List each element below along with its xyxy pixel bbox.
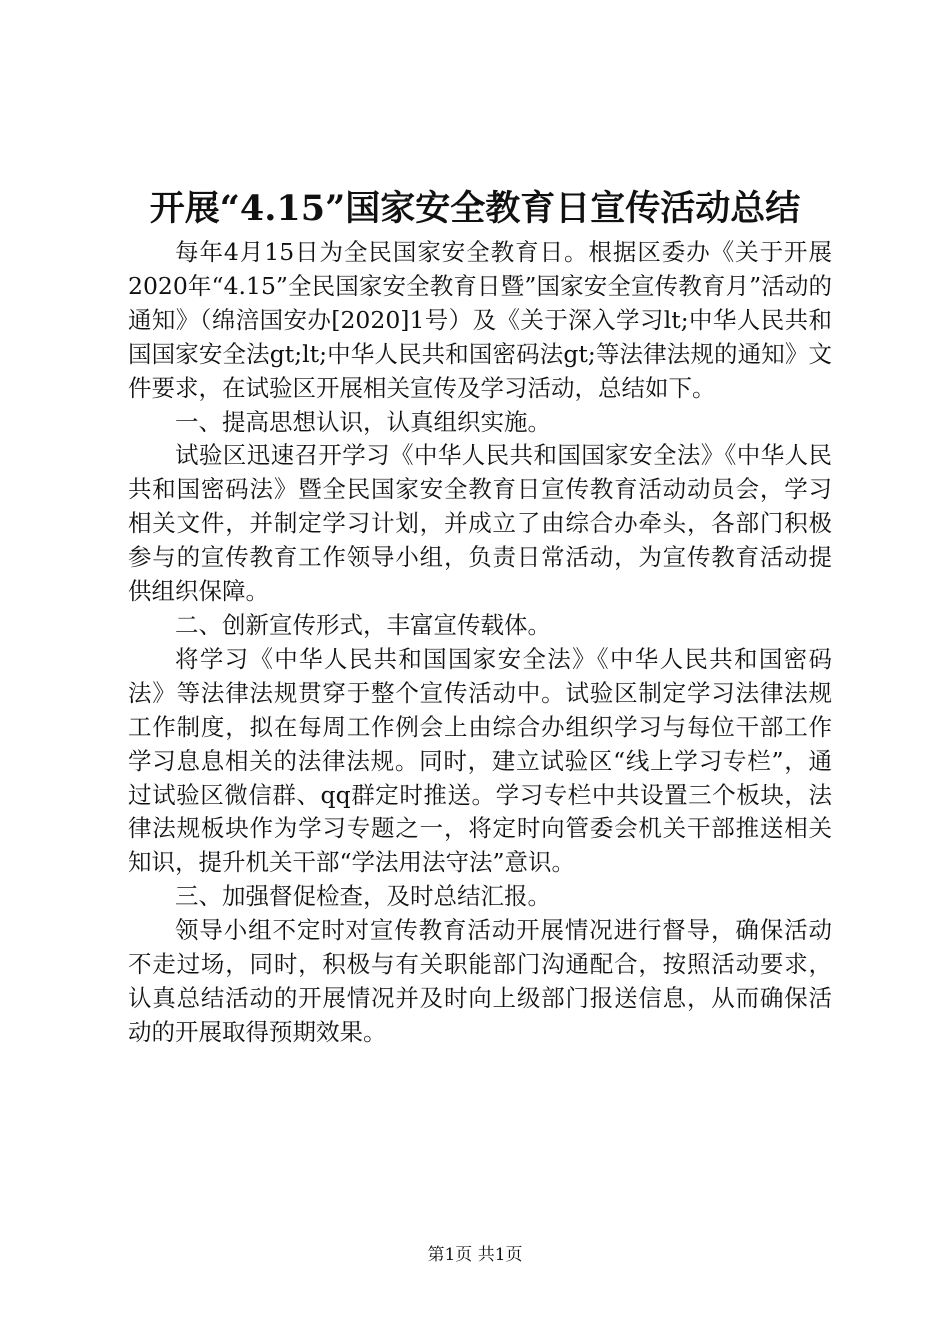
section-heading-2: 二、创新宣传形式，丰富宣传载体。 [175,610,551,639]
document-title: 开展“4.15”国家安全教育日宣传活动总结 [149,188,801,229]
document-body [128,236,832,1050]
paragraph-section-1: 试验区迅速召开学习《中华人民共和国国家安全法》《中华人民共和国密码法》暨全民国家安全教育日宣传教育活动动员会，学习相关文件，并制定学习计划，并成立了由综合办牵头，各部门积极参与的宣传教育工作领导小组，负责日常活动，为宣传教育活动提供组织保障。 [128,441,832,606]
section-heading-1: 一、提高思想认识，认真组织实施。 [175,407,551,436]
paragraph-section-3: 领导小组不定时对宣传教育活动开展情况进行督导，确保活动不走过场，同时，积极与有关职能部门沟通配合，按照活动要求，认真总结活动的开展情况并及时向上级部门报送信息，从而确保活动的开展取得预期效果。 [128,916,832,1046]
paragraph-intro: 每年4月15日为全民国家安全教育日。根据区委办《关于开展2020年“4.15”全民国家安全教育日暨”国家安全宣传教育月”活动的通知》（绵涪国安办[2020]1号）及《关于深入学习lt;中华人民共和国国家安全法gt;lt;中华人民共和国密码法gt;等法律法规的通知》文件要求，在试验区开展相关宣传及学习活动，总结如下。 [128,238,832,402]
paragraph-section-2: 将学习《中华人民共和国国家安全法》《中华人民共和国密码法》等法律法规贯穿于整个宣传活动中。试验区制定学习法律法规工作制度，拟在每周工作例会上由综合办组织学习与每位干部工作学习息息相关的法律法规。同时，建立试验区“线上学习专栏”，通过试验区微信群、qq群定时推送。学习专栏中共设置三个板块，法律法规板块作为学习专题之一，将定时向管委会机关干部推送相关知识，提升机关干部“学法用法守法”意识。 [128,644,832,877]
section-heading-3: 三、加强督促检查，及时总结汇报。 [175,882,551,911]
page-footer: 第1页 共1页 [427,1245,523,1265]
